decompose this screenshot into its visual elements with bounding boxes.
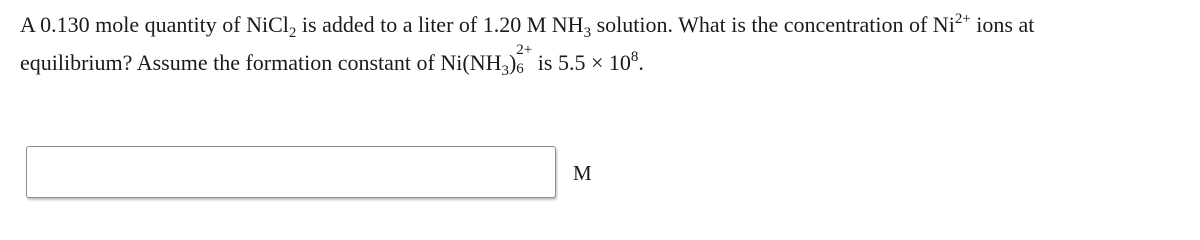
- answer-input[interactable]: [26, 146, 556, 198]
- question-text-segment: equilibrium? Assume the formation constant of Ni(NH: [20, 50, 502, 75]
- question-text-segment: ): [508, 50, 517, 75]
- question-text: [20, 6, 1190, 82]
- question-text-segment: is 5.5 × 10: [532, 50, 631, 75]
- subscript: 3: [583, 25, 592, 41]
- superscript: 2+: [516, 42, 533, 58]
- superscript: 2+: [954, 11, 971, 27]
- unit-label: M: [573, 160, 592, 185]
- question-text-segment: A 0.130 mole quantity of NiCl: [20, 12, 289, 37]
- question-line-1: [20, 6, 1190, 44]
- question-text-segment: ions at: [970, 12, 1035, 37]
- subscript: 3: [501, 63, 509, 79]
- subscript: 2: [288, 25, 297, 41]
- question-line-2: [20, 44, 1190, 82]
- superscript: 8: [630, 49, 639, 65]
- subscript: 6: [516, 61, 524, 77]
- question-text-segment: .: [638, 50, 644, 75]
- question-text-segment: solution. What is the concentration of Ni: [591, 12, 955, 37]
- question-text-segment: is added to a liter of 1.20 M NH: [296, 12, 584, 37]
- answer-row: [26, 146, 592, 198]
- charge-and-subscript: [516, 42, 533, 77]
